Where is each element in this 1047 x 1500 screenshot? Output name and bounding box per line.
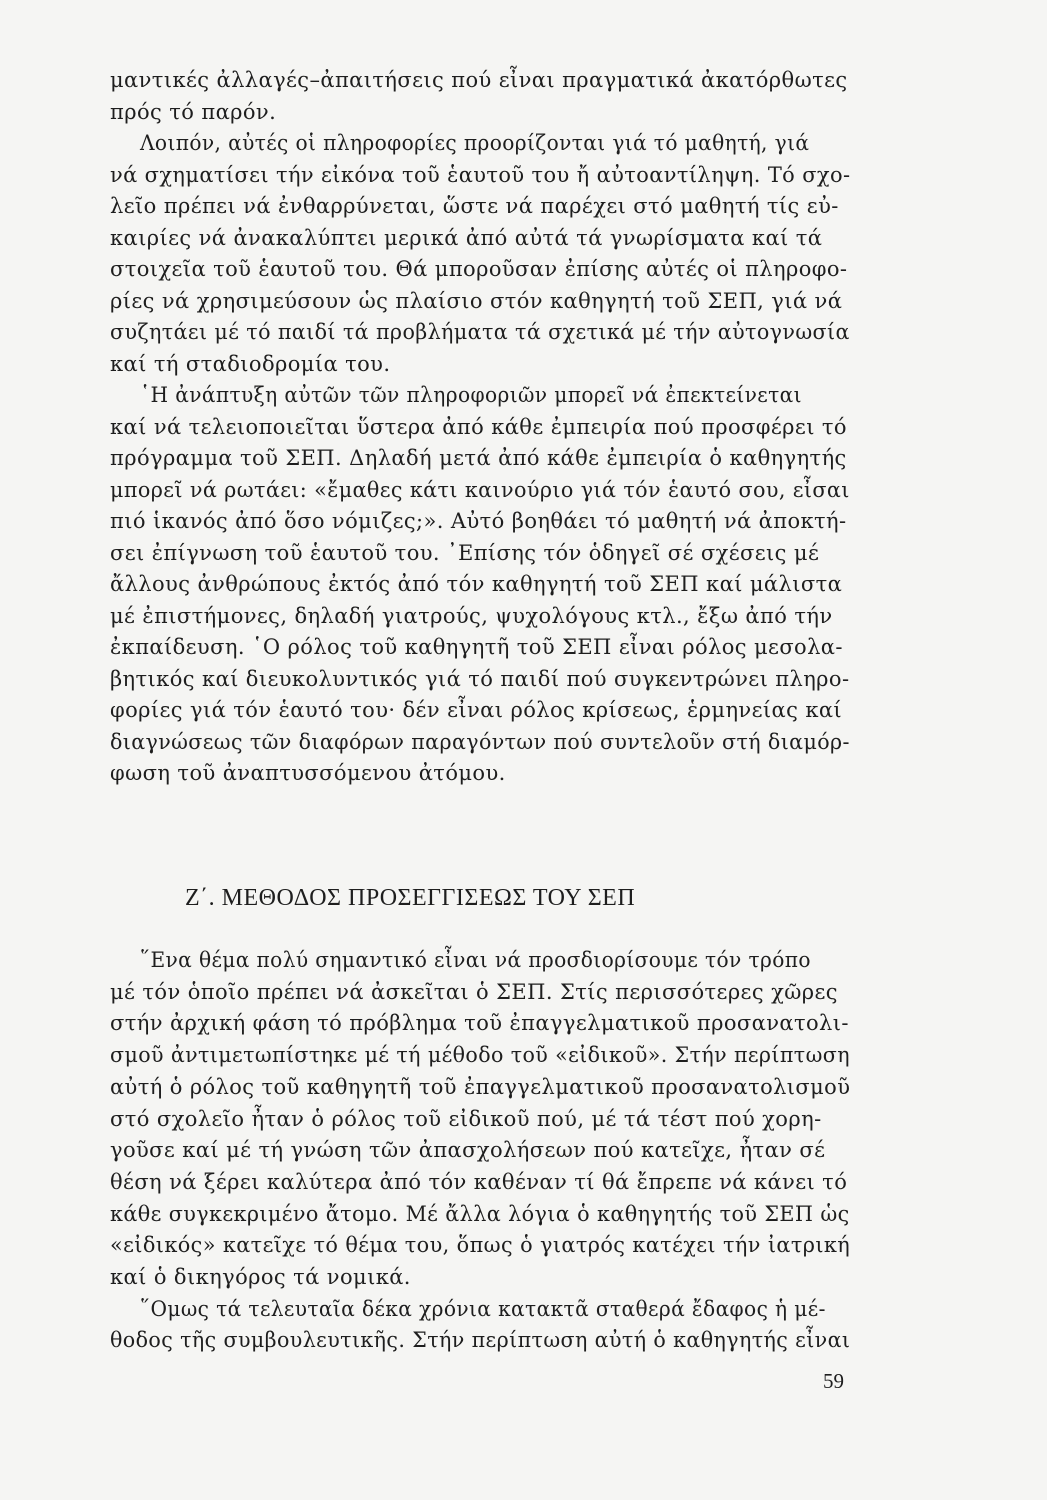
- text-line: λεῖο πρέπει νά ἐνθαρρύνεται, ὥστε νά παρέχει στό μαθητή τίς εὐ-: [110, 194, 839, 218]
- text-line: μπορεῖ νά ρωτάει: «ἔμαθες κάτι καινούριο γιά τόν ἑαυτό σου, εἶσαι: [110, 477, 850, 502]
- text-line: φορίες γιά τόν ἑαυτό του· δέν εἶναι ρόλος κρίσεως, ἑρμηνείας καί: [110, 698, 843, 722]
- text-line: βητικός καί διευκολυντικός γιά τό παιδί πού συγκεντρώνει πληρο-: [110, 666, 850, 691]
- text-line: πρόγραμμα τοῦ ΣΕΠ. Δηλαδή μετά ἀπό κάθε ἐμπειρία ὁ καθηγητής: [110, 446, 847, 470]
- text-line: θοδος τῆς συμβουλευτικῆς. Στήν περίπτωση αὐτή ὁ καθηγητής εἶναι: [110, 1328, 851, 1353]
- text-line: ἄλλους ἀνθρώπους ἐκτός ἀπό τόν καθηγητή τοῦ ΣΕΠ καί μάλιστα: [110, 572, 843, 596]
- text-line: ἐκπαίδευση. ῾Ο ρόλος τοῦ καθηγητῆ τοῦ ΣΕΠ εἶναι ρόλος μεσολα-: [110, 635, 843, 659]
- section-heading: Ζ΄. ΜΕΘΟΔΟΣ ΠΡΟΣΕΓΓΙΣΕΩΣ ΤΟΥ ΣΕΠ: [185, 885, 636, 911]
- text-line: καί ὁ δικηγόρος τά νομικά.: [110, 1265, 411, 1289]
- text-line: φωση τοῦ ἀναπτυσσόμενου ἀτόμου.: [110, 761, 506, 785]
- text-line: καιρίες νά ἀνακαλύπτει μερικά ἀπό αὐτά τά γνωρίσματα καί τά: [110, 225, 823, 250]
- text-line: πρός τό παρόν.: [110, 99, 277, 124]
- text-line: «εἰδικός» κατεῖχε τό θέμα του, ὅπως ὁ γιατρός κατέχει τήν ἰατρική: [110, 1233, 851, 1258]
- text-line: πιό ἱκανός ἀπό ὅσο νόμιζες;». Αὐτό βοηθάει τό μαθητή νά ἀποκτή-: [110, 509, 847, 533]
- text-line: ῞Ενα θέμα πολύ σημαντικό εἶναι νά προσδιορίσουμε τόν τρόπο: [140, 948, 811, 972]
- text-line: μέ ἐπιστήμονες, δηλαδή γιατρούς, ψυχολόγους κτλ., ἔξω ἀπό τήν: [110, 603, 833, 628]
- text-line: ῾Η ἀνάπτυξη αὐτῶν τῶν πληροφοριῶν μπορεῖ νά ἐπεκτείνεται: [140, 383, 802, 407]
- text-line: μέ τόν ὁποῖο πρέπει νά ἀσκεῖται ὁ ΣΕΠ. Στίς περισσότερες χῶρες: [110, 979, 838, 1004]
- text-line: ῞Ομως τά τελευταῖα δέκα χρόνια κατακτᾶ σταθερά ἔδαφος ἡ μέ-: [140, 1296, 826, 1321]
- page-number: 59: [823, 1369, 844, 1393]
- text-line: ρίες νά χρησιμεύσουν ὡς πλαίσιο στόν καθηγητή τοῦ ΣΕΠ, γιά νά: [110, 288, 843, 313]
- text-line: αὐτή ὁ ρόλος τοῦ καθηγητῆ τοῦ ἐπαγγελματικοῦ προσανατολισμοῦ: [110, 1074, 851, 1099]
- text-line: στό σχολεῖο ἦταν ὁ ρόλος τοῦ εἰδικοῦ πού, μέ τά τέστ πού χορη-: [110, 1106, 822, 1131]
- text-line: καί νά τελειοποιεῖται ὕστερα ἀπό κάθε ἐμπειρία πού προσφέρει τό: [110, 414, 847, 439]
- text-line: συζητάει μέ τό παιδί τά προβλήματα τά σχετικά μέ τήν αὐτογνωσία: [110, 320, 850, 344]
- text-line: θέση νά ξέρει καλύτερα ἀπό τόν καθέναν τί θά ἔπρεπε νά κάνει τό: [110, 1169, 848, 1194]
- text-line: μαντικές ἀλλαγές–ἀπαιτήσεις πού εἶναι πραγματικά ἀκατόρθωτες: [110, 68, 848, 92]
- text-line: κάθε συγκεκριμένο ἄτομο. Μέ ἄλλα λόγια ὁ καθηγητής τοῦ ΣΕΠ ὡς: [110, 1201, 850, 1226]
- text-line: καί τή σταδιοδρομία του.: [110, 351, 391, 376]
- text-line: σει ἐπίγνωση τοῦ ἑαυτοῦ του. ᾿Επίσης τόν ὁδηγεῖ σέ σχέσεις μέ: [110, 540, 820, 565]
- text-line: νά σχηματίσει τήν εἰκόνα τοῦ ἑαυτοῦ του ἤ αὐτοαντίληψη. Τό σχο-: [110, 162, 851, 187]
- text-line: γοῦσε καί μέ τή γνώση τῶν ἀπασχολήσεων πού κατεῖχε, ἦταν σέ: [110, 1138, 826, 1163]
- text-line: σμοῦ ἀντιμετωπίστηκε μέ τή μέθοδο τοῦ «εἰδικοῦ». Στήν περίπτωση: [110, 1043, 850, 1068]
- text-line: διαγνώσεως τῶν διαφόρων παραγόντων πού συντελοῦν στή διαμόρ-: [110, 729, 850, 754]
- text-line: στήν ἀρχική φάση τό πρόβλημα τοῦ ἐπαγγελματικοῦ προσανατολι-: [110, 1011, 849, 1036]
- text-line: Λοιπόν, αὐτές οἱ πληροφορίες προορίζονται γιά τό μαθητή, γιά: [140, 131, 810, 155]
- text-line: στοιχεῖα τοῦ ἑαυτοῦ του. Θά μποροῦσαν ἐπίσης αὐτές οἱ πληροφο-: [110, 257, 848, 281]
